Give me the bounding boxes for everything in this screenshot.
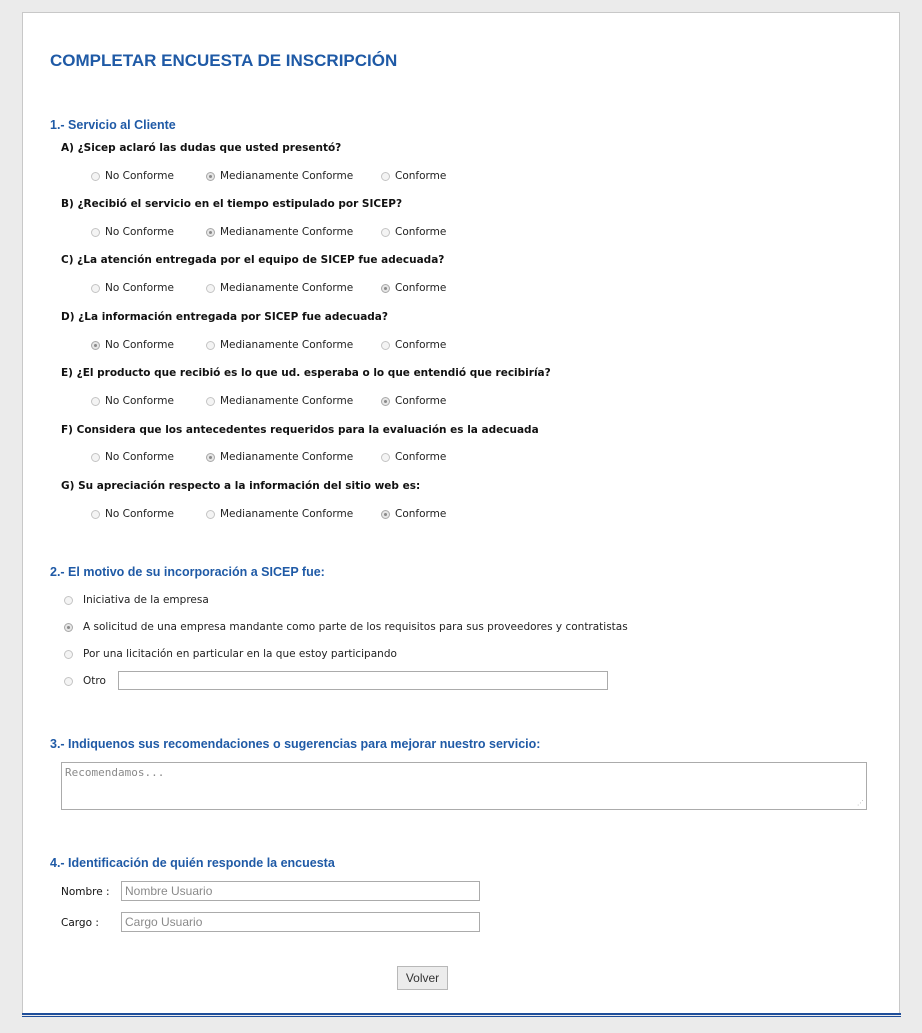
- motivo-option-otro[interactable]: Otro: [64, 674, 106, 688]
- q-b-option-no-conforme[interactable]: No Conforme: [91, 225, 174, 239]
- q-a-option-no-conforme[interactable]: No Conforme: [91, 169, 174, 183]
- footer-rule: [22, 1013, 901, 1017]
- radio-icon[interactable]: [206, 397, 215, 406]
- question-a: A) ¿Sicep aclaró las dudas que usted presentó?: [61, 142, 342, 154]
- radio-icon[interactable]: [206, 284, 215, 293]
- radio-icon[interactable]: [206, 172, 215, 181]
- q-g-option-medianamente-conforme[interactable]: Medianamente Conforme: [206, 507, 353, 521]
- q-d-option-medianamente-conforme[interactable]: Medianamente Conforme: [206, 338, 353, 352]
- q-b-option-conforme[interactable]: Conforme: [381, 225, 446, 239]
- q-e-option-medianamente-conforme[interactable]: Medianamente Conforme: [206, 394, 353, 408]
- radio-icon[interactable]: [381, 284, 390, 293]
- radio-icon[interactable]: [206, 453, 215, 462]
- q-g-option-conforme[interactable]: Conforme: [381, 507, 446, 521]
- question-b: B) ¿Recibió el servicio en el tiempo estipulado por SICEP?: [61, 198, 403, 210]
- radio-icon[interactable]: [64, 650, 73, 659]
- back-button[interactable]: Volver: [397, 966, 448, 990]
- motivo-option-licitacion[interactable]: Por una licitación en particular en la que estoy participando: [64, 647, 397, 661]
- name-label: Nombre :: [61, 886, 110, 898]
- radio-icon[interactable]: [381, 510, 390, 519]
- radio-icon[interactable]: [91, 284, 100, 293]
- role-label: Cargo :: [61, 917, 99, 929]
- name-input[interactable]: [121, 881, 480, 901]
- radio-icon[interactable]: [91, 341, 100, 350]
- question-c: C) ¿La atención entregada por el equipo de SICEP fue adecuada?: [61, 254, 445, 266]
- question-g: G) Su apreciación respecto a la información del sitio web es:: [61, 480, 421, 492]
- radio-icon[interactable]: [381, 397, 390, 406]
- section-title-identificacion: 4.- Identificación de quién responde la encuesta: [50, 856, 335, 870]
- motivo-option-iniciativa[interactable]: Iniciativa de la empresa: [64, 593, 209, 607]
- role-input[interactable]: [121, 912, 480, 932]
- q-f-option-conforme[interactable]: Conforme: [381, 450, 446, 464]
- question-e: E) ¿El producto que recibió es lo que ud. esperaba o lo que entendió que recibiría?: [61, 367, 551, 379]
- q-e-option-conforme[interactable]: Conforme: [381, 394, 446, 408]
- radio-icon[interactable]: [64, 596, 73, 605]
- q-g-option-no-conforme[interactable]: No Conforme: [91, 507, 174, 521]
- section-title-servicio: 1.- Servicio al Cliente: [50, 118, 176, 132]
- radio-icon[interactable]: [91, 453, 100, 462]
- q-d-option-no-conforme[interactable]: No Conforme: [91, 338, 174, 352]
- q-f-option-no-conforme[interactable]: No Conforme: [91, 450, 174, 464]
- page-title: COMPLETAR ENCUESTA DE INSCRIPCIÓN: [50, 51, 398, 70]
- q-e-option-no-conforme[interactable]: No Conforme: [91, 394, 174, 408]
- question-d: D) ¿La información entregada por SICEP fue adecuada?: [61, 311, 388, 323]
- section-title-motivo: 2.- El motivo de su incorporación a SICEP fue:: [50, 565, 325, 579]
- radio-icon[interactable]: [381, 172, 390, 181]
- q-b-option-medianamente-conforme[interactable]: Medianamente Conforme: [206, 225, 353, 239]
- q-c-option-medianamente-conforme[interactable]: Medianamente Conforme: [206, 281, 353, 295]
- resize-grip-icon[interactable]: ⋰: [857, 799, 864, 807]
- radio-icon[interactable]: [206, 341, 215, 350]
- motivo-option-solicitud-mandante[interactable]: A solicitud de una empresa mandante como parte de los requisitos para sus proveedores y contratistas: [64, 620, 628, 634]
- radio-icon[interactable]: [91, 510, 100, 519]
- radio-icon[interactable]: [381, 228, 390, 237]
- q-f-option-medianamente-conforme[interactable]: Medianamente Conforme: [206, 450, 353, 464]
- q-a-option-medianamente-conforme[interactable]: Medianamente Conforme: [206, 169, 353, 183]
- radio-icon[interactable]: [206, 228, 215, 237]
- radio-icon[interactable]: [381, 453, 390, 462]
- radio-icon[interactable]: [381, 341, 390, 350]
- recommendations-textarea[interactable]: [61, 762, 867, 810]
- radio-icon[interactable]: [91, 172, 100, 181]
- section-title-recomendaciones: 3.- Indiquenos sus recomendaciones o sugerencias para mejorar nuestro servicio:: [50, 737, 541, 751]
- q-c-option-no-conforme[interactable]: No Conforme: [91, 281, 174, 295]
- radio-icon[interactable]: [91, 228, 100, 237]
- q-c-option-conforme[interactable]: Conforme: [381, 281, 446, 295]
- radio-icon[interactable]: [206, 510, 215, 519]
- q-a-option-conforme[interactable]: Conforme: [381, 169, 446, 183]
- otro-input[interactable]: [118, 671, 608, 690]
- radio-icon[interactable]: [64, 623, 73, 632]
- radio-icon[interactable]: [64, 677, 73, 686]
- question-f: F) Considera que los antecedentes requeridos para la evaluación es la adecuada: [61, 424, 539, 436]
- q-d-option-conforme[interactable]: Conforme: [381, 338, 446, 352]
- radio-icon[interactable]: [91, 397, 100, 406]
